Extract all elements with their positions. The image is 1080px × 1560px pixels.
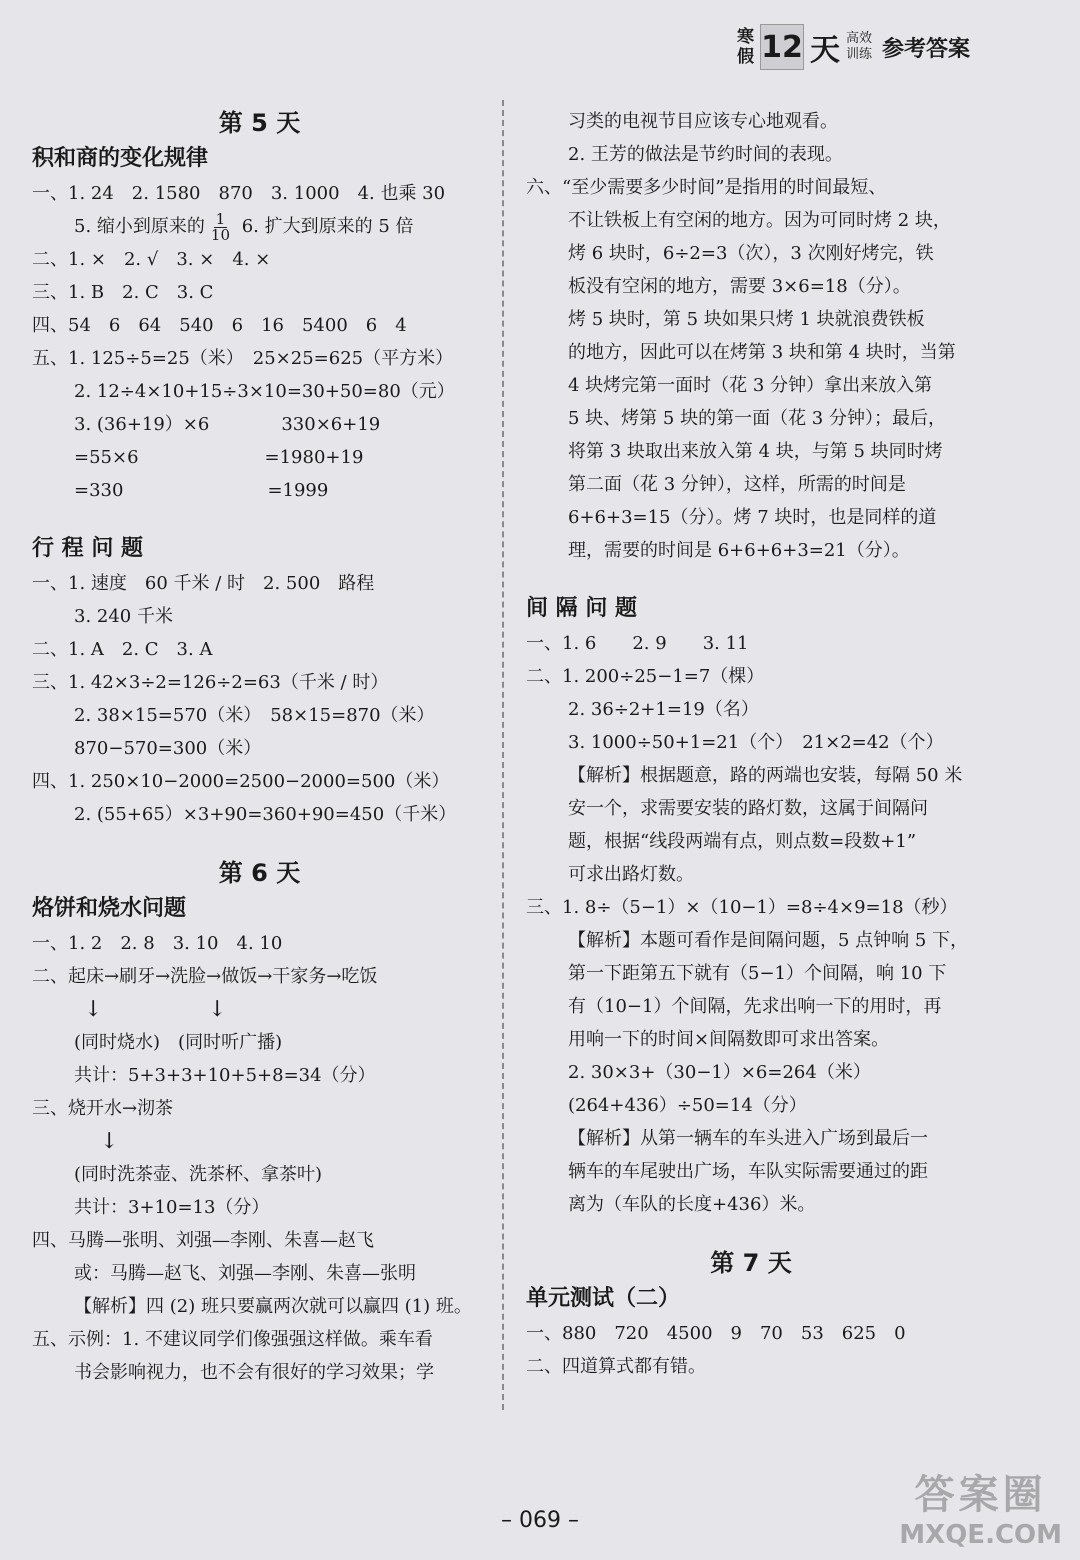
answer-line: 2. 王芳的做法是节约时间的表现。 bbox=[568, 144, 843, 165]
answer-line: =330 =1999 bbox=[74, 480, 329, 501]
down-arrow-icon: ↓ bbox=[208, 997, 227, 1022]
answer-line: 共计：3+10=13（分） bbox=[74, 1197, 270, 1218]
day-title-7: 第 7 天 bbox=[710, 1249, 792, 1277]
answer-text: 5. 缩小到原来的 bbox=[74, 216, 205, 237]
answer-line: 2. 30×3+（30−1）×6=264（米） bbox=[568, 1062, 871, 1083]
answer-line: 3. 1000÷50+1=21（个） 21×2=42（个） bbox=[568, 732, 944, 753]
answer-line: 三、1. B 2. C 3. C bbox=[32, 282, 214, 303]
section-title: 积和商的变化规律 bbox=[32, 146, 209, 171]
header-title: 参考答案 bbox=[881, 36, 970, 62]
watermark-logo bbox=[899, 1463, 1062, 1550]
answer-line: 的地方，因此可以在烤第 3 块和第 4 块时，当第 bbox=[568, 342, 956, 363]
answer-line: 第二面（花 3 分钟），这样，所需的时间是 bbox=[568, 474, 906, 495]
answer-line: 四、54 6 64 540 6 16 5400 6 4 bbox=[32, 315, 407, 336]
answer-line: (264+436）÷50=14（分） bbox=[568, 1095, 807, 1116]
answer-line: 一、1. 24 2. 1580 870 3. 1000 4. 也乘 30 bbox=[32, 183, 446, 204]
answer-line: 三、烧开水→沏茶 bbox=[32, 1098, 174, 1119]
answer-line: 870−570=300（米） bbox=[74, 738, 262, 759]
header-gaoxiao: 高效 bbox=[845, 31, 872, 46]
answer-line: 理，需要的时间是 6+6+6+3=21（分）。 bbox=[568, 540, 910, 561]
fraction-numerator: 1 bbox=[215, 209, 226, 228]
answer-line: 有（10−1）个间隔，先求出响一下的用时，再 bbox=[568, 996, 942, 1017]
right-column bbox=[526, 105, 976, 1383]
header-day-count-box bbox=[760, 24, 804, 70]
answer-line: 安一个，求需要安装的路灯数，这属于间隔问 bbox=[568, 798, 928, 819]
header-winter-label bbox=[737, 27, 754, 67]
answer-line: 一、1. 6 2. 9 3. 11 bbox=[526, 633, 749, 654]
answer-line: 六、“至少需要多少时间”是指用的时间最短、 bbox=[526, 177, 887, 198]
day-title-6: 第 6 天 bbox=[218, 859, 301, 887]
fraction-denominator: 10 bbox=[210, 225, 230, 244]
answer-line: 【解析】从第一辆车的车头进入广场到最后一 bbox=[568, 1128, 928, 1149]
answer-line: 3. (36+19）×6 330×6+19 bbox=[74, 414, 381, 435]
answer-line: 不让铁板上有空闲的地方。因为可同时烤 2 块， bbox=[568, 210, 951, 231]
answer-line: 用响一下的时间×间隔数即可求出答案。 bbox=[568, 1029, 890, 1050]
answer-line: 【解析】本题可看作是间隔问题，5 点钟响 5 下， bbox=[568, 930, 969, 951]
answer-line: (同时洗茶壶、洗茶杯、拿茶叶) bbox=[74, 1164, 323, 1185]
answer-line: (同时烧水) (同时听广播) bbox=[74, 1032, 283, 1053]
answer-line: 或：马腾—赵飞、刘强—李刚、朱喜—张明 bbox=[74, 1263, 416, 1284]
header-day-count: 12 bbox=[761, 29, 803, 65]
arrow-row bbox=[32, 993, 487, 1026]
answer-line: 三、1. 8÷（5−1）×（10−1）=8÷4×9=18（秒） bbox=[526, 897, 958, 918]
answer-line: 一、1. 2 2. 8 3. 10 4. 10 bbox=[32, 933, 283, 954]
fraction bbox=[209, 209, 232, 244]
answer-line: 3. 240 千米 bbox=[74, 606, 173, 627]
down-arrow-icon: ↓ bbox=[100, 1129, 119, 1154]
answer-line: 【解析】四 (2) 班只要赢两次就可以赢四 (1) 班。 bbox=[74, 1296, 472, 1317]
answer-line: 四、马腾—张明、刘强—李刚、朱喜—赵飞 bbox=[32, 1230, 374, 1251]
answer-line: 四、1. 250×10−2000=2500−2000=500（米） bbox=[32, 771, 450, 792]
answer-line bbox=[32, 210, 487, 243]
answer-line: 5 块、烤第 5 块的第一面（花 3 分钟）；最后， bbox=[568, 408, 946, 429]
answer-line: 离为（车队的长度+436）米。 bbox=[568, 1194, 816, 1215]
answer-line: 2. 36÷2+1=19（名） bbox=[568, 699, 759, 720]
answer-line: 将第 3 块取出来放入第 4 块，与第 5 块同时烤 bbox=[568, 441, 943, 462]
answer-line: 二、起床→刷牙→洗脸→做饭→干家务→吃饭 bbox=[32, 966, 378, 987]
answer-line: 一、1. 速度 60 千米 / 时 2. 500 路程 bbox=[32, 573, 375, 594]
answer-line: 2. 12÷4×10+15÷3×10=30+50=80（元） bbox=[74, 381, 455, 402]
header-jia: 假 bbox=[736, 47, 754, 67]
header-tian: 天 bbox=[809, 33, 840, 68]
answer-line: 6+6+3=15（分）。烤 7 块时，也是同样的道 bbox=[568, 507, 937, 528]
answer-line: 【解析】根据题意，路的两端也安装，每隔 50 米 bbox=[568, 765, 963, 786]
header-xunlian: 训练 bbox=[845, 47, 872, 62]
answer-line: 第一下距第五下就有（5−1）个间隔，响 10 下 bbox=[568, 963, 947, 984]
column-divider bbox=[502, 100, 504, 1410]
answer-line: 共计：5+3+3+10+5+8=34（分） bbox=[74, 1065, 376, 1086]
day-title-5: 第 5 天 bbox=[218, 109, 301, 137]
answer-line: 可求出路灯数。 bbox=[568, 864, 694, 885]
answer-line: 烤 6 块时，6÷2=3（次），3 次刚好烤完，铁 bbox=[568, 243, 934, 264]
answer-line: 题，根据“线段两端有点，则点数=段数+1” bbox=[568, 831, 917, 852]
arrow-row bbox=[32, 1125, 487, 1158]
page-header bbox=[737, 24, 970, 70]
answer-line: 二、1. 200÷25−1=7（棵） bbox=[526, 666, 765, 687]
section-title: 间 隔 问 题 bbox=[526, 596, 637, 621]
answer-line: 辆车的车尾驶出广场，车队实际需要通过的距 bbox=[568, 1161, 928, 1182]
section-title: 单元测试（二） bbox=[526, 1286, 681, 1311]
answer-line: 习类的电视节目应该专心地观看。 bbox=[568, 111, 838, 132]
answer-line: =55×6 =1980+19 bbox=[74, 447, 364, 468]
header-han: 寒 bbox=[736, 27, 754, 47]
answer-line: 二、1. × 2. √ 3. × 4. × bbox=[32, 249, 271, 270]
answer-line: 三、1. 42×3÷2=126÷2=63（千米 / 时） bbox=[32, 672, 389, 693]
answer-text: 6. 扩大到原来的 5 倍 bbox=[241, 216, 414, 237]
answer-line: 五、示例：1. 不建议同学们像强强这样做。乘车看 bbox=[32, 1329, 433, 1350]
down-arrow-icon: ↓ bbox=[84, 997, 103, 1022]
left-column bbox=[32, 105, 487, 1389]
watermark-top: 答案圈 bbox=[914, 1472, 1047, 1518]
answer-line: 书会影响视力，也不会有很好的学习效果；学 bbox=[74, 1362, 434, 1383]
answer-line: 二、四道算式都有错。 bbox=[526, 1356, 706, 1377]
answer-line: 2. 38×15=570（米） 58×15=870（米） bbox=[74, 705, 435, 726]
watermark-bottom: MXQE.COM bbox=[899, 1520, 1062, 1550]
header-training-label bbox=[846, 31, 872, 63]
answer-line: 2. (55+65）×3+90=360+90=450（千米） bbox=[74, 804, 457, 825]
answer-line: 二、1. A 2. C 3. A bbox=[32, 639, 213, 660]
answer-line: 板没有空闲的地方，需要 3×6=18（分）。 bbox=[568, 276, 911, 297]
section-title: 烙饼和烧水问题 bbox=[32, 896, 187, 921]
page-number: – 069 – bbox=[501, 1508, 579, 1533]
section-title: 行 程 问 题 bbox=[32, 536, 143, 561]
answer-line: 一、880 720 4500 9 70 53 625 0 bbox=[526, 1323, 906, 1344]
answer-line: 五、1. 125÷5=25（米） 25×25=625（平方米） bbox=[32, 348, 454, 369]
answer-line: 4 块烤完第一面时（花 3 分钟）拿出来放入第 bbox=[568, 375, 933, 396]
answer-line: 烤 5 块时，第 5 块如果只烤 1 块就浪费铁板 bbox=[568, 309, 925, 330]
